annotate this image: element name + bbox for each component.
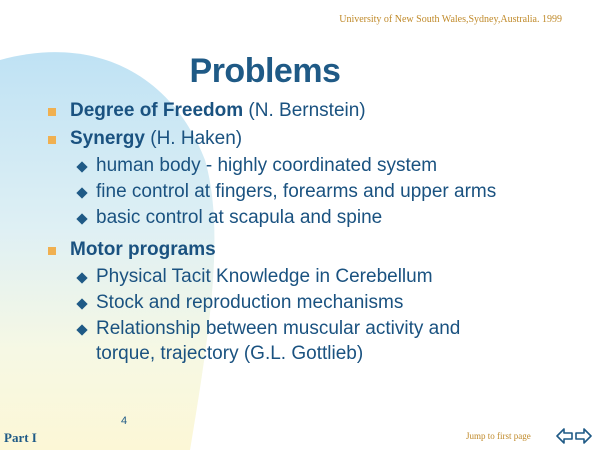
page-title: Problems (189, 52, 341, 90)
square-bullet-icon (48, 108, 56, 116)
sub-item-text: Relationship between muscular activity and (96, 318, 461, 339)
sub-item-text: basic control at scapula and spine (96, 207, 383, 228)
sub-item-text: human body - highly coordinated system (96, 155, 438, 176)
page-number: 4 (121, 415, 128, 427)
bullet-note: (N. Bernstein) (243, 100, 366, 121)
jump-to-first-page-link[interactable]: Jump to first page (466, 431, 531, 441)
square-bullet-icon (48, 247, 56, 255)
sub-item-text: fine control at fingers, forearms and upper arms (96, 181, 497, 202)
header-note: University of New South Wales,Sydney,Australia. 1999 (339, 14, 562, 25)
back-forward-arrows-icon[interactable] (556, 426, 592, 446)
sub-item-text: Stock and reproduction mechanisms (96, 292, 404, 313)
bullet-heading: Degree of Freedom (70, 100, 244, 121)
sub-item-text: torque, trajectory (G.L. Gottlieb) (96, 343, 364, 364)
square-bullet-icon (48, 136, 56, 144)
sub-item-text: Physical Tacit Knowledge in Cerebellum (96, 266, 433, 287)
bullet-heading: Motor programs (70, 239, 216, 260)
bullet-heading: Synergy (70, 128, 145, 149)
bullet-note: (H. Haken) (144, 128, 243, 149)
part-label: Part I (4, 430, 37, 445)
